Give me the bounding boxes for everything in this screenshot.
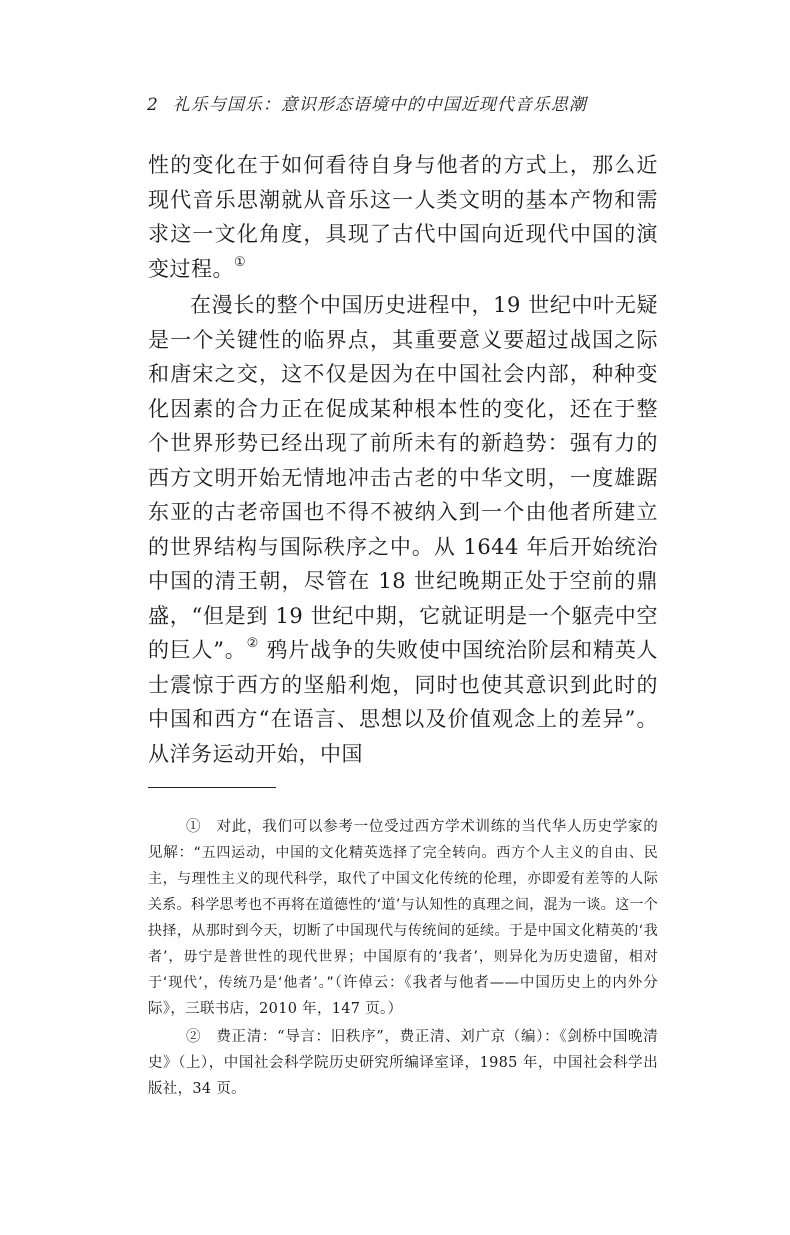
body-text [148, 148, 658, 771]
footnotes [148, 814, 658, 1102]
footnote-1 [148, 814, 658, 1022]
paragraph-2-text-a: 在漫长的整个中国历史进程中，19 世纪中叶无疑是一个关键性的临界点，其重要意义要超过战国之际和唐宋之交，这不仅是因为在中国社会内部，种种变化因素的合力正在促成某种根本性的变化，还在于整个世界形势已经出现了前所未有的新趋势：强有力的西方文明开始无情地冲击古老的中华文明，一度雄踞东亚的古老帝国也不得不被纳入到一个由他者所建立的世界结构与国际秩序之中。从 1644 年后开始统治中国的清王朝，尽管在 18 世纪晚期正处于空前的鼎盛，“但是到 19 世纪中期，它就证明是一个躯壳中空的巨人”。 [148, 293, 658, 662]
footnote-ref-1[interactable]: ① [234, 254, 247, 270]
emphasis-self-other: 自身与他者 [370, 153, 482, 177]
paragraph-1-text-a: 性的变化在于如何看待 [148, 153, 371, 177]
running-header [147, 90, 587, 115]
page-number: 2 [147, 95, 159, 115]
footnote-1-citation: （许倬云：《我者与他者——中国历史上的内外分际》，三联书店，2010 年，147 页。） [148, 975, 658, 1017]
paragraph-2-text-b: 鸦片战争的失败使中国统治阶层和精英人士震惊于西方的坚船利炮，同时也使其意识到此时的中国和西方“在语言、思想以及价值观念上的差异”。从洋务运动开始，中国 [148, 638, 658, 766]
paragraph-1 [148, 148, 658, 286]
footnote-1-intro: ① 对此，我们可以参考一位受过西方学术训练的当代华人历史学家的见解： [148, 819, 658, 861]
footnote-divider [148, 787, 276, 788]
paragraph-1-text-b: 的方式上，那么近现代音乐思潮就从音乐这一人类文明的基本产物和需求这一文化角度，具现了古代中国向近现代中国的演变过程。 [148, 153, 659, 281]
running-title: 礼乐与国乐：意识形态语境中的中国近现代音乐思潮 [172, 95, 587, 115]
footnote-2: ② 费正清：“导言：旧秩序”，费正清、刘广京（编）：《剑桥中国晚清史》（上），中国社会科学院历史研究所编译室译，1985 年，中国社会科学出版社，34 页。 [148, 1029, 658, 1097]
footnote-1-quote: “五四运动，中国的文化精英选择了完全转向。西方个人主义的自由、民主，与理性主义的现代科学，取代了中国文化传统的伦理，亦即爱有差等的人际关系。科学思考也不再将在道德性的‘道’与认知性的真理之间，混为一谈。这一个抉择，从那时到今天，切断了中国现代与传统间的延续。于是中国文化精英的‘我者’，毋宁是普世性的现代世界；中国原有的‘我者’，则异化为历史遗留，相对于‘现代’，传统乃是‘他者’。” [148, 845, 658, 991]
footnote-ref-2[interactable]: ② [246, 636, 259, 651]
paragraph-2 [148, 288, 658, 771]
